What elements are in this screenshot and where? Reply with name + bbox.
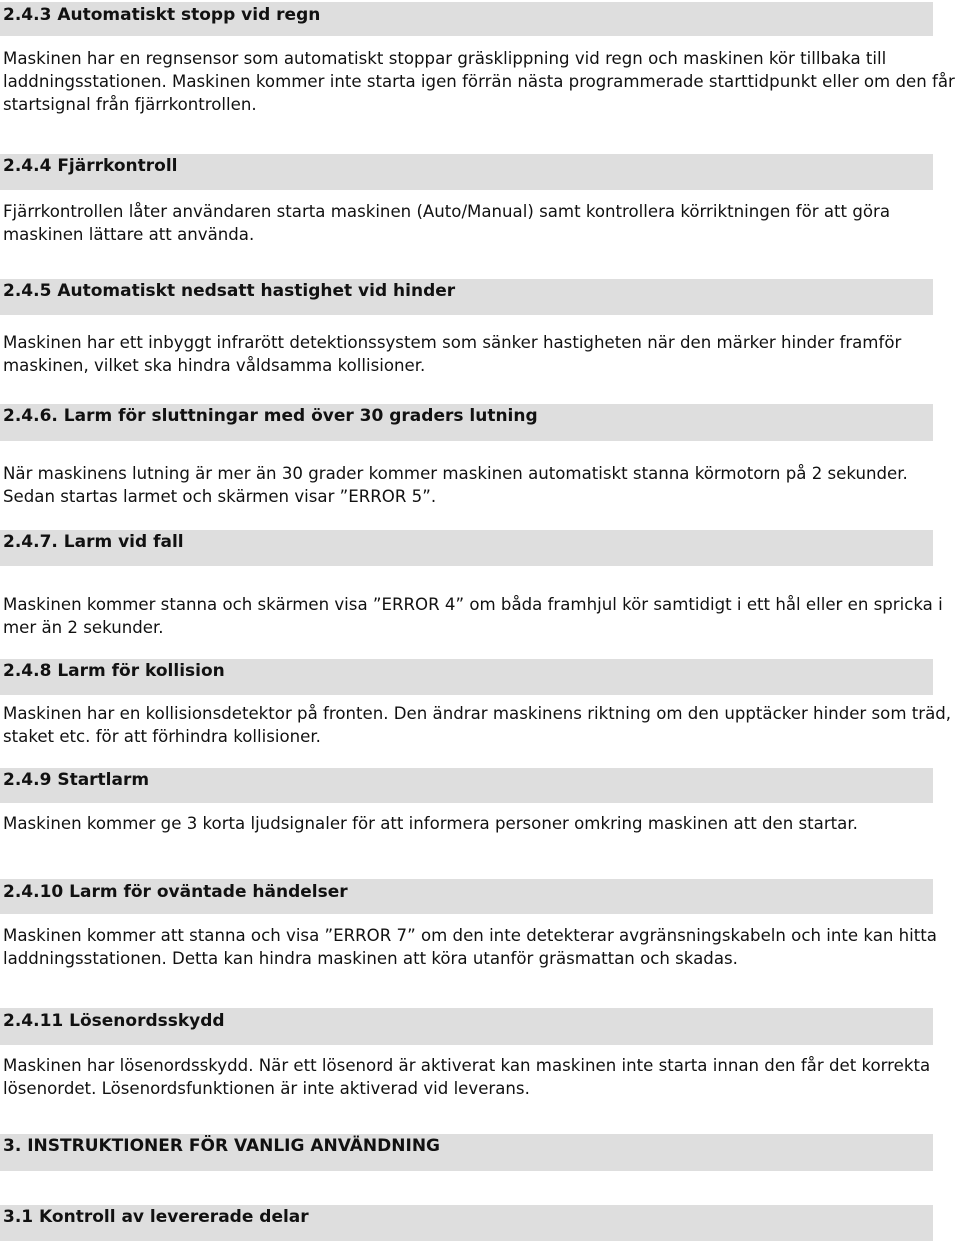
chapter-heading: 3. INSTRUKTIONER FÖR VANLIG ANVÄNDNING: [0, 1134, 933, 1171]
section-heading: 2.4.5 Automatiskt nedsatt hastighet vid hinder: [0, 279, 933, 315]
section-paragraph: Maskinen har ett inbyggt infrarött detektionssystem som sänker hastigheten när den märker hinder framför maskinen, vilket ska hindra våldsamma kollisioner.: [3, 333, 902, 375]
section-paragraph: Maskinen har en regnsensor som automatiskt stoppar gräsklippning vid regn och maskinen kör tillbaka till laddningsstationen. Maskinen kommer inte starta igen förrän nästa programmerade starttidpunkt eller om den får startsignal från fjärrkontrollen.: [3, 49, 955, 114]
section-heading: 2.4.6. Larm för sluttningar med över 30 graders lutning: [0, 404, 933, 441]
section-paragraph: Maskinen kommer att stanna och visa ”ERROR 7” om den inte detekterar avgränsningskabeln och inte kan hitta laddningsstationen. Detta kan hindra maskinen att köra utanför gräsmattan och skadas.: [3, 926, 937, 968]
section-heading: 2.4.4 Fjärrkontroll: [0, 154, 933, 190]
section-paragraph: När maskinens lutning är mer än 30 grader kommer maskinen automatiskt stanna körmotorn på 2 sekunder. Sedan startas larmet och skärmen visar ”ERROR 5”.: [3, 464, 908, 506]
section-heading: 3.1 Kontroll av levererade delar: [0, 1205, 933, 1241]
section-heading: 2.4.3 Automatiskt stopp vid regn: [0, 2, 933, 36]
section-paragraph: Maskinen har lösenordsskydd. När ett lösenord är aktiverat kan maskinen inte starta innan den får det korrekta lösenordet. Lösenordsfunktionen är inte aktiverad vid leverans.: [3, 1056, 931, 1098]
section-heading: 2.4.8 Larm för kollision: [0, 659, 933, 695]
section-paragraph: Maskinen kommer ge 3 korta ljudsignaler för att informera personer omkring maskinen att den startar.: [3, 814, 858, 833]
section-heading: 2.4.9 Startlarm: [0, 768, 933, 803]
section-paragraph: Maskinen kommer stanna och skärmen visa ”ERROR 4” om båda framhjul kör samtidigt i ett hål eller en spricka i mer än 2 sekunder.: [3, 595, 943, 637]
section-heading: 2.4.10 Larm för oväntade händelser: [0, 879, 933, 914]
section-paragraph: Fjärrkontrollen låter användaren starta maskinen (Auto/Manual) samt kontrollera körriktningen för att göra maskinen lättare att använda.: [3, 202, 890, 244]
section-heading: 2.4.11 Lösenordsskydd: [0, 1008, 933, 1045]
section-heading: 2.4.7. Larm vid fall: [0, 530, 933, 566]
section-paragraph: Maskinen har en kollisionsdetektor på fronten. Den ändrar maskinens riktning om den upptäcker hinder som träd, staket etc. för att förhindra kollisioner.: [3, 704, 952, 746]
